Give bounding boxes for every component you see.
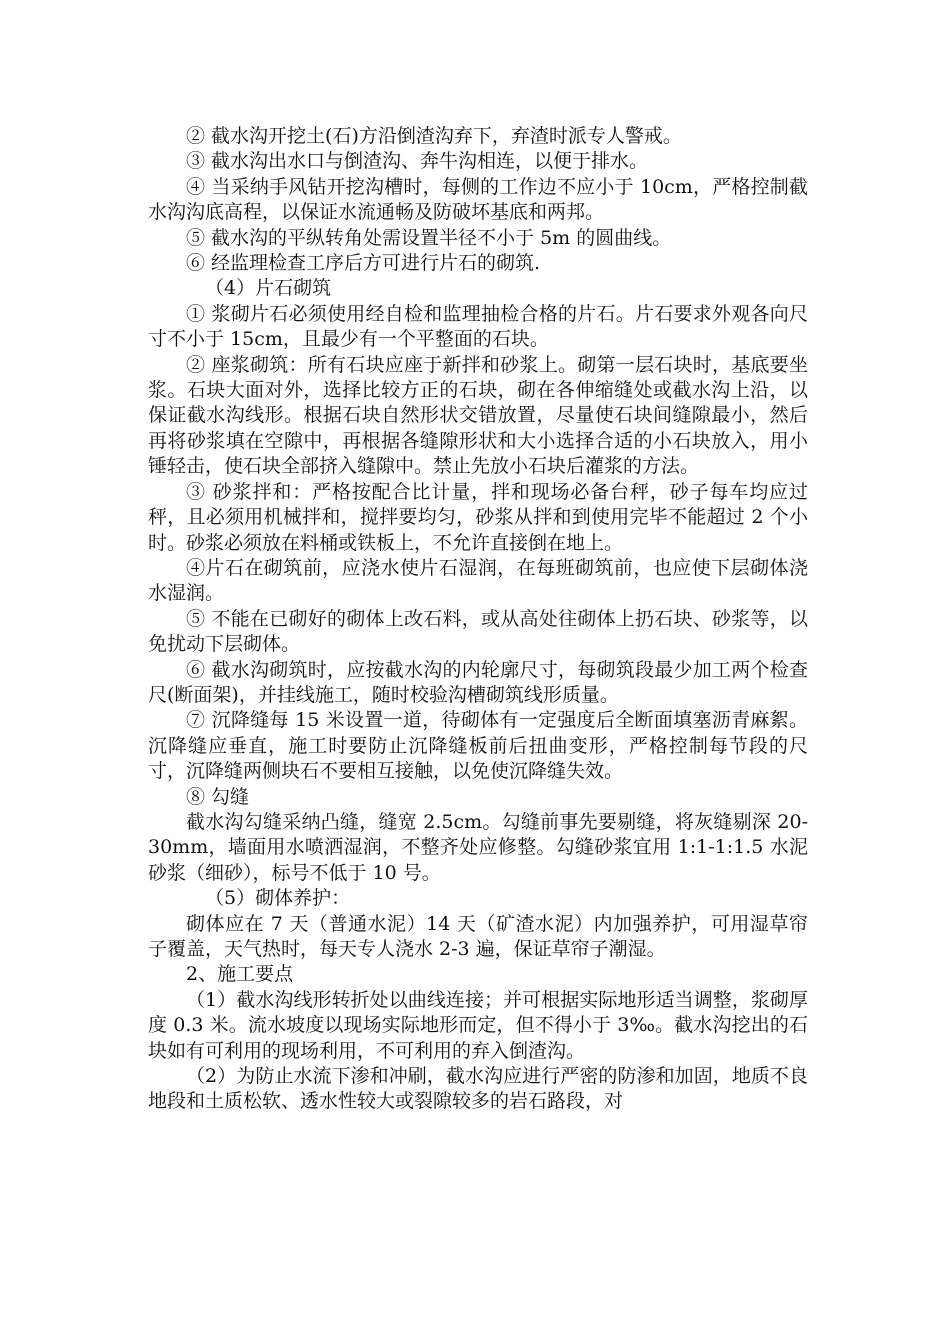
section-heading-curing: （5）砌体养护：	[205, 887, 351, 910]
paragraph-step-6: ⑥ 经监理检查工序后方可进行片石的砌筑.	[186, 252, 541, 275]
paragraph-masonry-6: ⑥ 截水沟砌筑时，应按截水沟的内轮廓尺寸，每砌筑段最少加工两个检查尺(断面架)，并挂线施工，随时校验沟槽砌筑线形质量。	[148, 658, 808, 706]
paragraph-masonry-8-heading: ⑧ 勾缝	[186, 785, 250, 808]
paragraph-step-5: ⑤ 截水沟的平纵转角处需设置半径不小于 5m 的圆曲线。	[186, 226, 672, 249]
paragraph-key-point-1: （1）截水沟线形转折处以曲线连接；并可根据实际地形适当调整，浆砌厚度 0.3 米。流水坡度以现场实际地形而定，但不得小于 3‰。截水沟挖出的石块如有可利用的现场利用，不可利用的弃入倒渣沟。	[148, 988, 808, 1062]
section-heading-key-points: 2、施工要点	[186, 963, 294, 986]
paragraph-masonry-7: ⑦ 沉降缝每 15 米设置一道，待砌体有一定强度后全断面填塞沥青麻絮。沉降缝应垂直，施工时要防止沉降缝板前后扭曲变形，严格控制每节段的尺寸，沉降缝两侧块石不要相互接触，以免使沉降缝失效。	[148, 709, 808, 783]
paragraph-step-4: ④ 当采纳手风钻开挖沟槽时，每侧的工作边不应小于 10cm，严格控制截水沟沟底高程，以保证水流通畅及防破坏基底和两邦。	[148, 175, 808, 224]
paragraph-pointing: 截水沟勾缝采纳凸缝，缝宽 2.5cm。勾缝前事先要剔缝，将灰缝剔深 20-30mm，墙面用水喷洒湿润，不整齐处应修整。勾缝砂浆宜用 1:1-1:1.5 水泥砂浆（细砂），标号不低于 10 号。	[148, 810, 808, 884]
body-text	[148, 124, 808, 1115]
section-heading-masonry: （4）片石砌筑	[205, 277, 332, 300]
paragraph-curing: 砌体应在 7 天（普通水泥）14 天（矿渣水泥）内加强养护，可用湿草帘子覆盖，天气热时，每天专人浇水 2-3 遍，保证草帘子潮湿。	[148, 912, 808, 960]
paragraph-masonry-2: ② 座浆砌筑：所有石块应座于新拌和砂浆上。砌第一层石块时，基底要坐浆。石块大面对外，选择比较方正的石块，砌在各伸缩缝处或截水沟上沿，以保证截水沟线形。根据石块自然形状交错放置，尽量使石块间缝隙最小，然后再将砂浆填在空隙中，再根据各缝隙形状和大小选择合适的小石块放入，用小锤轻击，使石块全部挤入缝隙中。禁止先放小石块后灌浆的方法。	[148, 353, 808, 478]
paragraph-key-point-2: （2）为防止水流下渗和冲刷，截水沟应进行严密的防渗和加固，地质不良地段和土质松软、透水性较大或裂隙较多的岩石路段，对	[148, 1065, 808, 1113]
paragraph-step-2: ② 截水沟开挖土(石)方沿倒渣沟弃下，弃渣时派专人警戒。	[186, 125, 682, 147]
paragraph-masonry-3: ③ 砂浆拌和：严格按配合比计量，拌和现场必备台秤，砂子每车均应过秤，且必须用机械拌和，搅拌要均匀，砂浆从拌和到使用完毕不能超过 2 个小时。砂浆必须放在料桶或铁板上，不允许直接倒在地上。	[148, 480, 808, 554]
paragraph-masonry-5: ⑤ 不能在已砌好的砌体上改石料，或从高处往砌体上扔石块、砂浆等，以免扰动下层砌体。	[148, 607, 808, 656]
paragraph-masonry-1: ① 浆砌片石必须使用经自检和监理抽检合格的片石。片石要求外观各向尺寸不小于 15cm，且最少有一个平整面的石块。	[148, 302, 808, 351]
paragraph-step-3: ③ 截水沟出水口与倒渣沟、奔牛沟相连，以便于排水。	[186, 150, 649, 173]
paragraph-masonry-4: ④片石在砌筑前，应浇水使片石湿润，在每班砌筑前，也应使下层砌体浇水湿润。	[148, 556, 808, 605]
